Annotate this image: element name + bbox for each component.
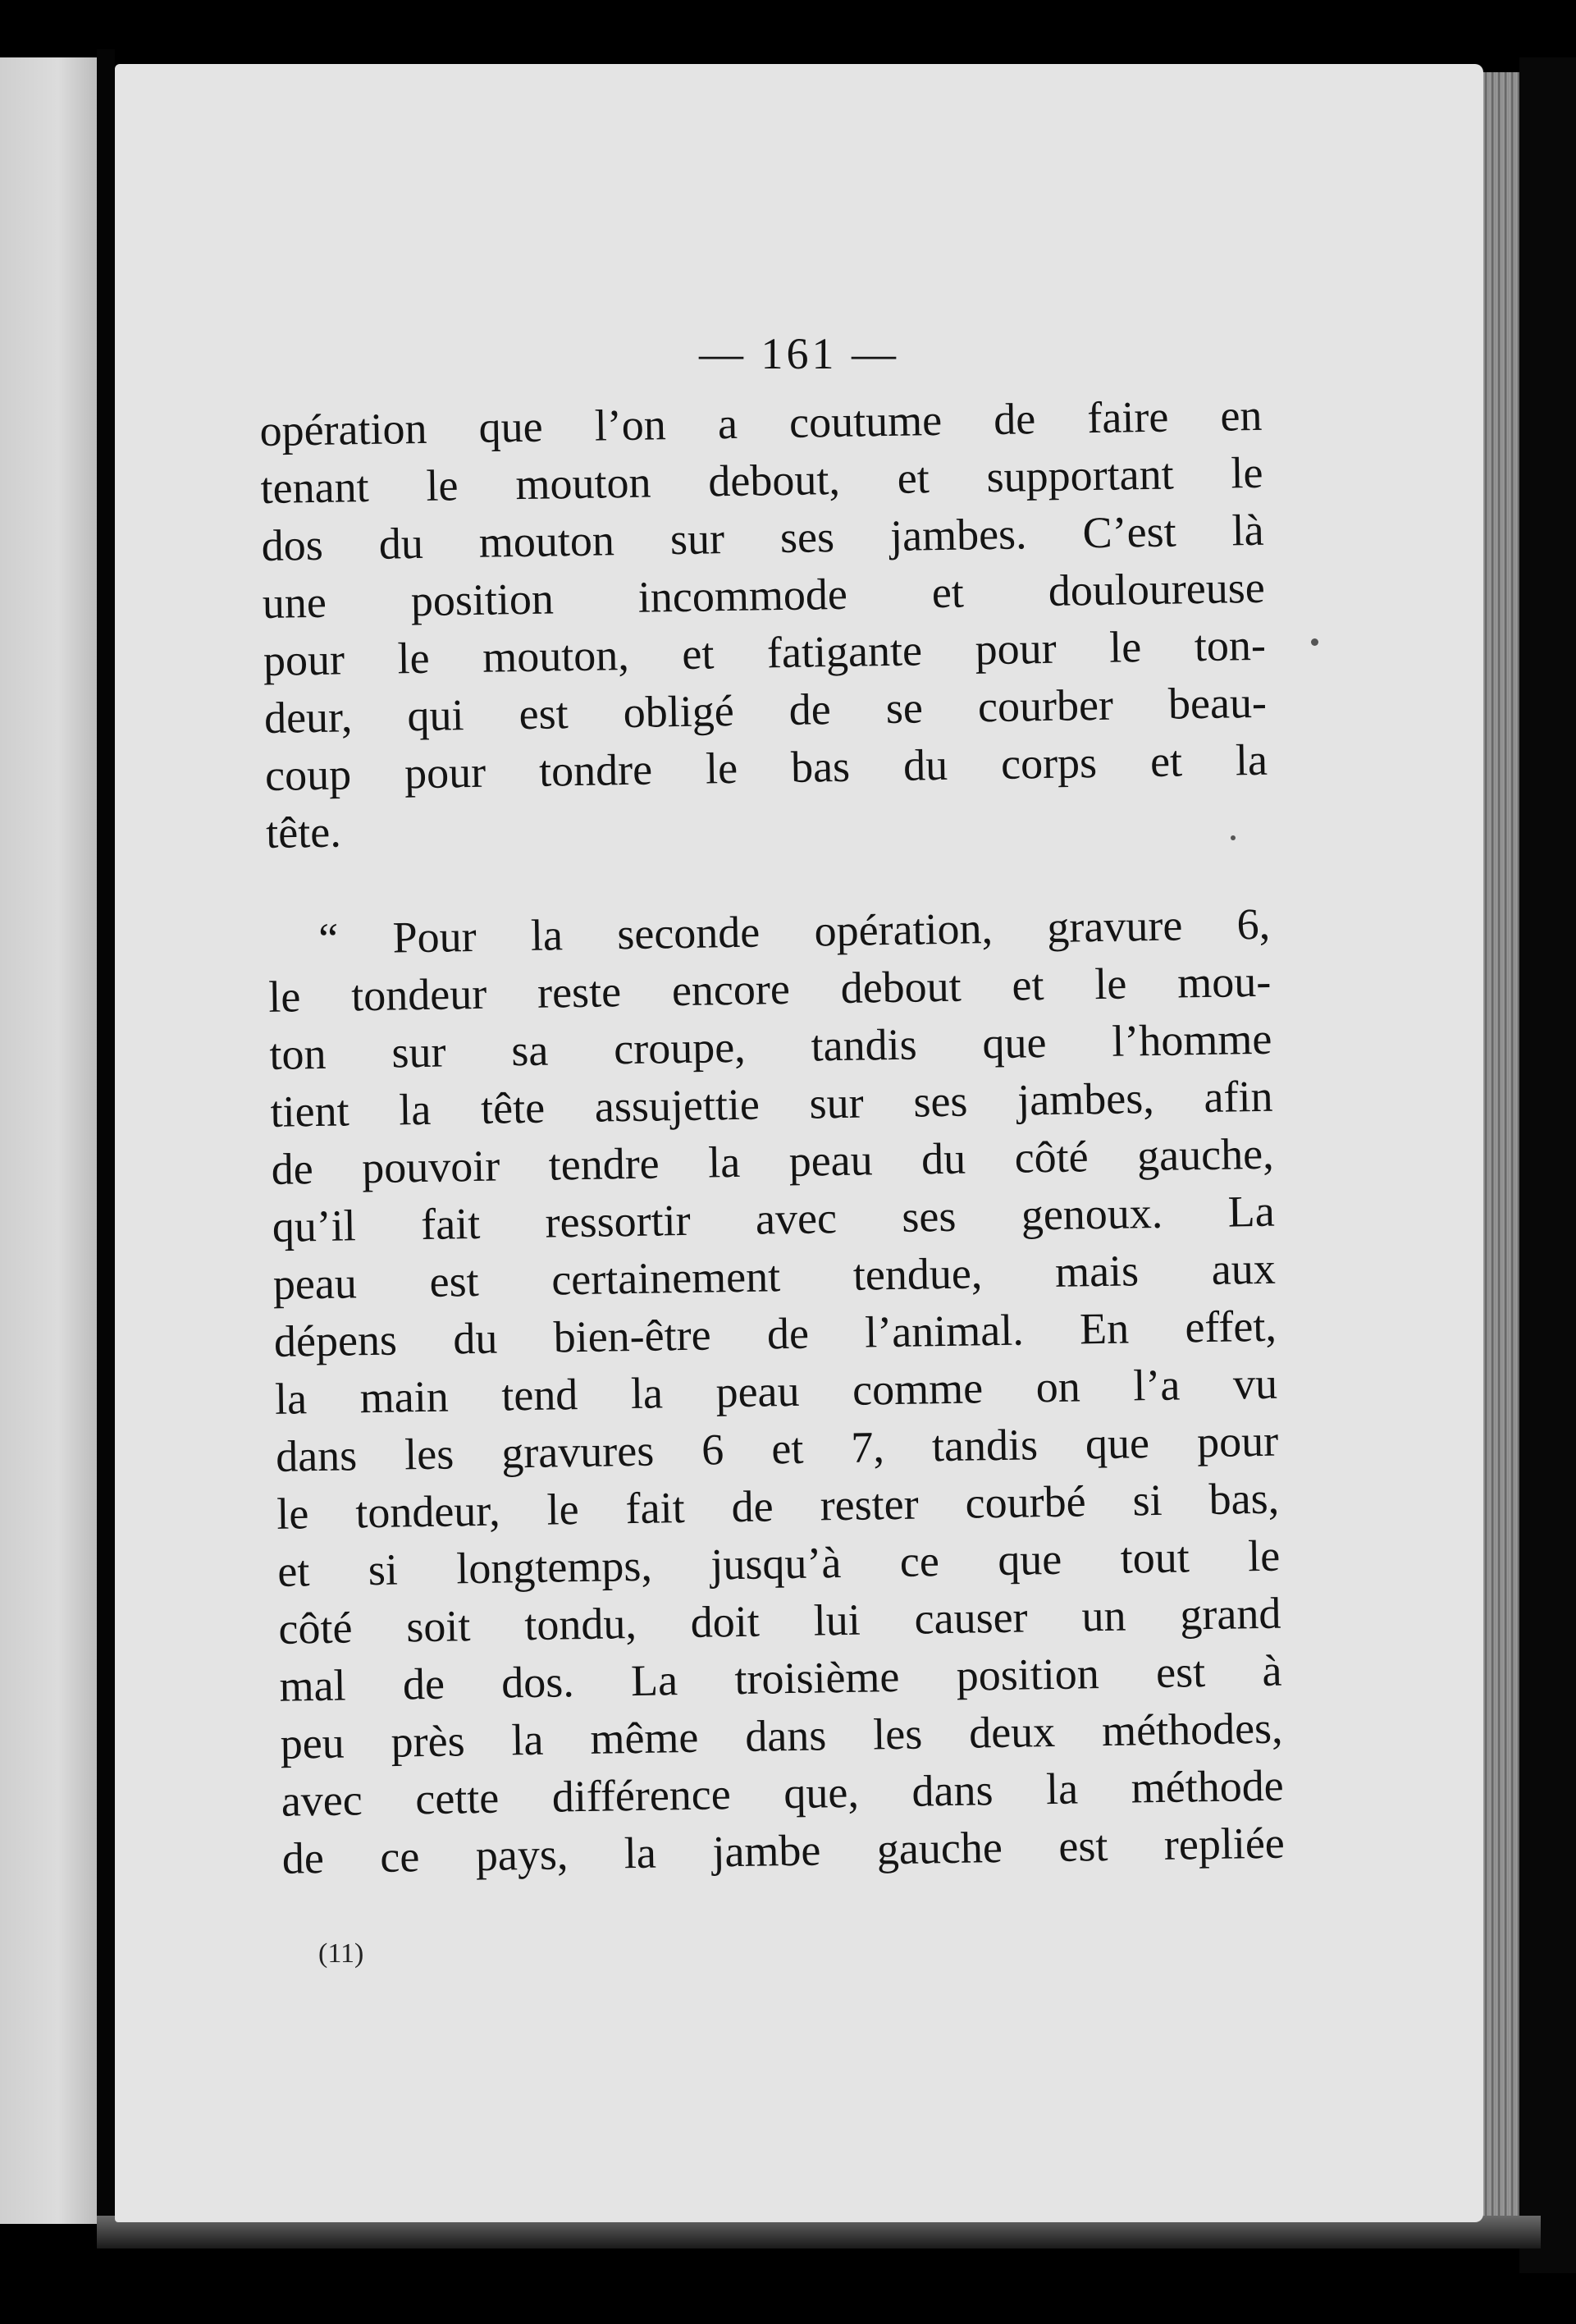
scan-border-right (1519, 57, 1576, 2273)
paragraph-1 (259, 387, 1269, 862)
text-line: côté soit tondu, doit lui causer un grand (278, 1588, 1281, 1654)
paragraph-2 (267, 895, 1286, 1887)
text-line: opération que l’on a coutume de faire en (259, 390, 1263, 455)
text-line: qu’il fait ressortir avec ses genoux. La (272, 1186, 1276, 1251)
text-line: avec cette différence que, dans la méthode (281, 1760, 1285, 1826)
text-line: de pouvoir tendre la peau du côté gauche, (271, 1128, 1275, 1194)
book-gutter (97, 49, 115, 2232)
text-line: coup pour tondre le bas du corps et la (264, 734, 1268, 800)
text-line: peau est certainement tendue, mais aux (272, 1243, 1277, 1309)
text-line: deur, qui est obligé de se courber beau- (263, 677, 1268, 743)
text-line: le tondeur, le fait de rester courbé si bas, (276, 1473, 1280, 1539)
text-line: “ Pour la seconde opération, gravure 6, (317, 899, 1271, 963)
text-line: dépens du bien-être de l’animal. En effet, (273, 1301, 1277, 1366)
text-line: pour le mouton, et fatigante pour le ton- (263, 620, 1267, 685)
page-number: — 161 — (699, 329, 899, 378)
text-line: dos du mouton sur ses jambes. C’est là (261, 505, 1265, 570)
text-line: la main tend la peau comme on l’a vu (274, 1358, 1278, 1424)
text-line: ton sur sa croupe, tandis que l’homme (269, 1013, 1272, 1079)
text-line: peu près la même dans les deux méthodes, (280, 1703, 1284, 1768)
scan-speck (1311, 638, 1318, 646)
text-line: tête. (265, 807, 342, 858)
text-line: tenant le mouton debout, et supportant le (260, 447, 1263, 513)
facing-page-edge (0, 57, 97, 2224)
text-line: tient la tête assujettie sur ses jambes, afin (270, 1071, 1273, 1137)
text-line: et si longtemps, jusqu’à ce que tout le (276, 1530, 1281, 1596)
body-text (259, 387, 1285, 1887)
scan-speck (1231, 835, 1236, 840)
text-line: mal de dos. La troisième position est à (279, 1645, 1282, 1711)
text-line: de ce pays, la jambe gauche est repliée (281, 1818, 1286, 1883)
text-line: dans les gravures 6 et 7, tandis que pour (275, 1416, 1279, 1481)
text-line: le tondeur reste encore debout et le mou- (267, 956, 1272, 1022)
book-page (115, 64, 1483, 2222)
text-line: une position incommode et douloureuse (262, 562, 1266, 628)
signature-mark: (11) (318, 1938, 364, 1969)
